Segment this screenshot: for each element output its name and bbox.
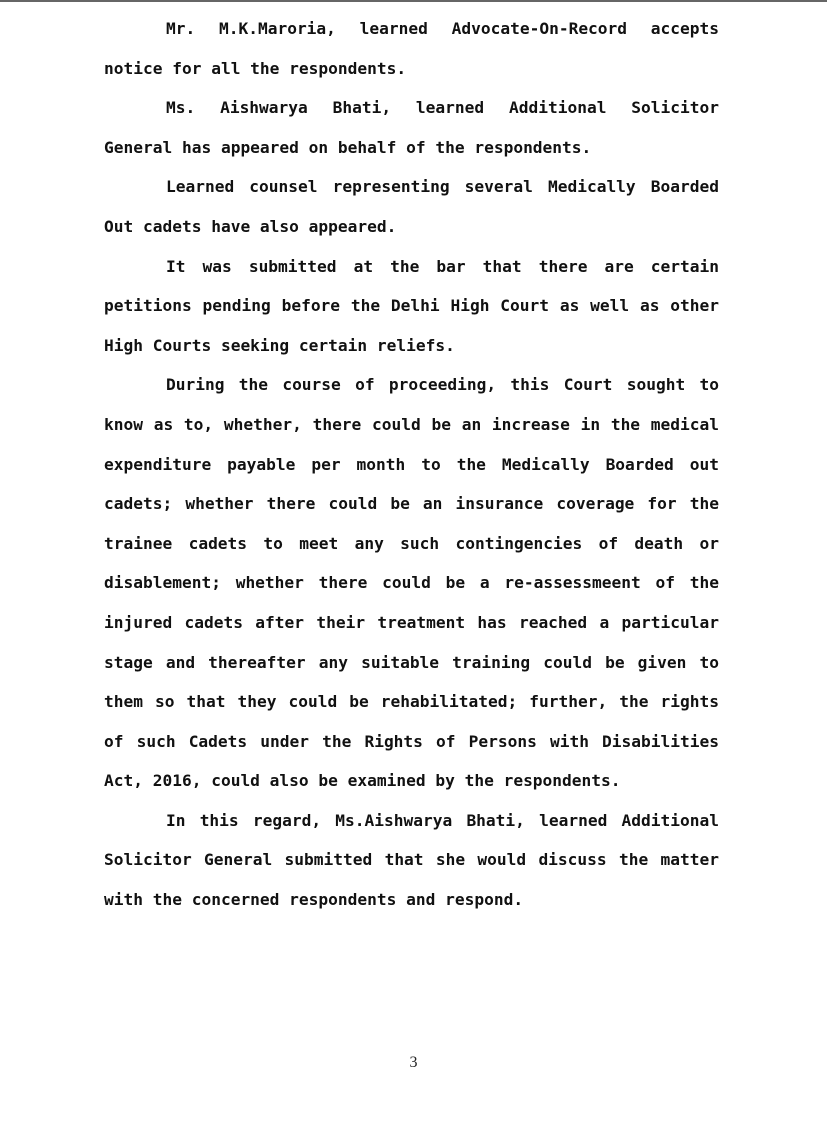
- document-body: [104, 9, 719, 920]
- page-number: 3: [409, 1054, 418, 1071]
- paragraph-pending-petitions: It was submitted at the bar that there are certain petitions pending before the Delhi High Court as well as other High Courts seeking certain reliefs.: [104, 256, 719, 355]
- paragraph-court-queries: During the course of proceeding, this Court sought to know as to, whether, there could be an increase in the medical expenditure payable per month to the Medically Boarded out cadets; whether there could be an insurance coverage for the trainee cadets to meet any such contingencies of death or disablement; whether there could be a re-assessmeent of the injured cadets after their treatment has reached a particular stage and thereafter any suitable training could be given to them so that they could be rehabilitated; further, the rights of such Cadets under the Rights of Persons with Disabilities Act, 2016, could also be examined by the respondents.: [104, 375, 719, 791]
- top-border-line: [0, 0, 827, 2]
- paragraph-asg-appearance: Ms. Aishwarya Bhati, learned Additional Solicitor General has appeared on behalf of the respondents.: [104, 98, 719, 157]
- paragraph-asg-response: In this regard, Ms.Aishwarya Bhati, learned Additional Solicitor General submitted that she would discuss the matter with the concerned respondents and respond.: [104, 810, 719, 910]
- paragraph-counsel-cadets: Learned counsel representing several Medically Boarded Out cadets have also appeared.: [104, 177, 719, 236]
- paragraph-advocate-notice: Mr. M.K.Maroria, learned Advocate-On-Record accepts notice for all the respondents.: [104, 19, 719, 78]
